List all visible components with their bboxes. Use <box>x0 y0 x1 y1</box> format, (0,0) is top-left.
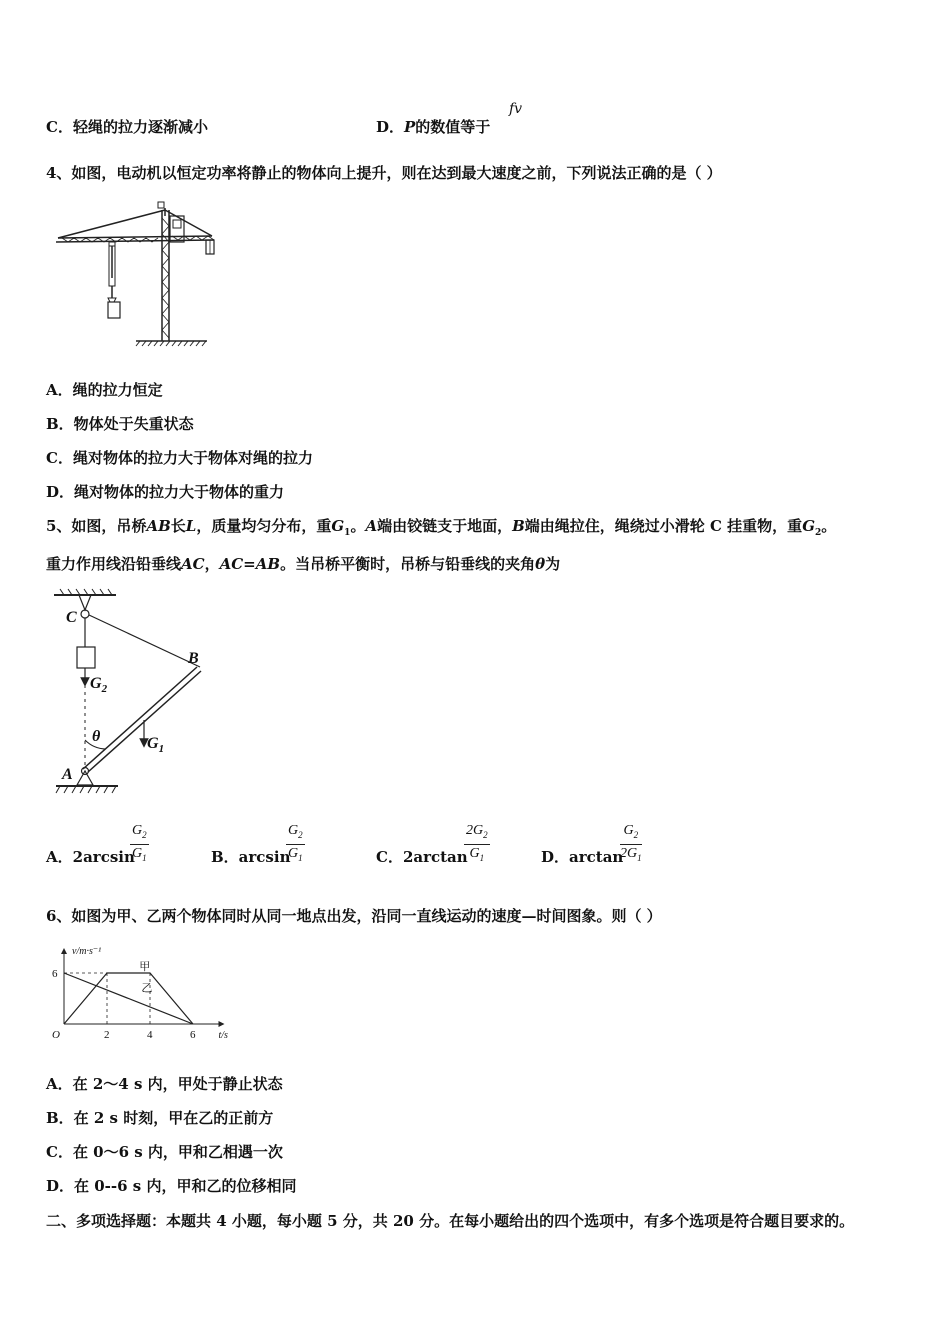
q5-t11: B <box>512 517 525 535</box>
q5-c-den: G <box>469 845 480 861</box>
series-label-yi: 乙 <box>141 982 153 995</box>
q5-b-num: G <box>288 823 299 838</box>
q3-option-d-expr: fv <box>509 101 523 117</box>
q5-t6: G <box>331 517 345 535</box>
q5-l2-t6: θ <box>535 555 546 573</box>
q5-d-den: 2G <box>620 845 638 861</box>
q3-option-d <box>376 116 490 137</box>
label-g2: $G_2$ <box>90 675 108 695</box>
q5-option-b: B．arcsin <box>211 848 291 866</box>
q5-stem-line2 <box>46 553 560 574</box>
q3-option-c: C．轻绳的拉力逐渐减小 <box>46 118 208 136</box>
q5-l2-t7: 为 <box>545 555 561 573</box>
q6-option-b: B．在 2 s 时刻，甲在乙的正前方 <box>46 1109 274 1127</box>
q5-stem-line1 <box>46 515 836 538</box>
vt-chart <box>46 936 246 1041</box>
q5-a-den-sub: 1 <box>142 852 147 863</box>
label-g1: $G_1$ <box>147 735 165 755</box>
q5-t3: 长 <box>170 517 186 535</box>
q5-t4: L <box>185 517 197 535</box>
q5-t13: G <box>802 517 815 535</box>
q3-option-d-text: 的数值等于 <box>415 118 491 136</box>
q5-t2: AB <box>146 517 171 535</box>
q5-t14: 2 <box>815 528 822 538</box>
q5-c-num-sub: 2 <box>483 829 488 840</box>
label-b: B <box>188 650 199 667</box>
q6-stem: 6、如图为甲、乙两个物体同时从同一地点出发，沿同一直线运动的速度—时间图象。则（ ） <box>46 907 662 925</box>
q5-t12: 端由绳拉住，绳绕过小滑轮 C 挂重物，重 <box>524 517 803 535</box>
q3-option-d-prefix: D． <box>376 118 405 136</box>
q5-option-d: D．arctan <box>541 848 624 866</box>
q6-option-a: A．在 2～4 s 内，甲处于静止状态 <box>46 1075 283 1093</box>
x-axis-label: t/s <box>218 1030 228 1041</box>
q5-d-num-sub: 2 <box>633 829 639 840</box>
label-a: A <box>62 766 73 783</box>
q5-l2-t1: 重力作用线沿铅垂线 <box>46 555 182 573</box>
origin-label: O <box>52 1029 60 1041</box>
q5-t1: 5、如图，吊桥 <box>46 517 147 535</box>
q5-t8: 。 <box>350 517 366 535</box>
q4-stem: 4、如图，电动机以恒定功率将静止的物体向上提升，则在达到最大速度之前，下列说法正确的是（ ） <box>46 164 722 182</box>
q5-option-d-frac <box>620 822 642 867</box>
q5-a-num-sub: 2 <box>142 829 147 840</box>
y-axis-arrow <box>61 948 67 954</box>
label-theta: θ <box>92 728 101 745</box>
q5-t15: 。 <box>821 517 837 535</box>
series-label-jia: 甲 <box>139 961 151 973</box>
q4-option-c: C．绳对物体的拉力大于物体对绳的拉力 <box>46 449 313 467</box>
q5-t5: ，质量均匀分布，重 <box>196 517 332 535</box>
q5-d-den-sub: 1 <box>637 852 642 863</box>
q5-option-c-frac <box>464 822 490 867</box>
q5-option-b-frac <box>286 822 305 867</box>
q5-option-c: C．2arctan <box>376 848 468 866</box>
q5-c-den-sub: 1 <box>479 852 485 863</box>
series-line-yi <box>64 973 193 1024</box>
q5-t7: 1 <box>344 528 351 538</box>
q3-option-d-var: P <box>404 118 416 136</box>
q5-b-den: G <box>288 845 299 861</box>
q5-option-a: A．2arcsin <box>46 848 135 866</box>
q5-b-den-sub: 1 <box>298 852 303 863</box>
q5-b-num-sub: 2 <box>298 829 303 840</box>
q4-option-d: D．绳对物体的拉力大于物体的重力 <box>46 483 285 501</box>
q5-a-den: G <box>132 845 143 861</box>
y-tick-label: 6 <box>52 968 58 980</box>
q5-c-num: 2G <box>466 823 484 838</box>
q5-t9: A <box>365 517 378 535</box>
x-tick-label: 2 <box>104 1029 110 1041</box>
crane-figure <box>52 198 222 348</box>
q4-option-a: A．绳的拉力恒定 <box>46 381 163 399</box>
q4-option-b: B．物体处于失重状态 <box>46 415 194 433</box>
q5-l2-t2: AC <box>181 555 205 573</box>
q5-l2-t5: 。当吊桥平衡时，吊桥与铅垂线的夹角 <box>280 555 536 573</box>
q6-option-d: D．在 0--6 s 内，甲和乙的位移相同 <box>46 1177 297 1195</box>
q5-l2-t3: ， <box>204 555 220 573</box>
x-tick-label: 6 <box>190 1029 196 1041</box>
y-axis-label: v/m·s⁻¹ <box>72 946 102 957</box>
q6-option-c: C．在 0～6 s 内，甲和乙相遇一次 <box>46 1143 283 1161</box>
drawbridge-figure <box>50 585 220 805</box>
section2-title: 二、多项选择题：本题共 4 小题，每小题 5 分，共 20 分。在每小题给出的四个选项中，有多个选项是符合题目要求的。 <box>46 1212 855 1230</box>
x-axis-arrow <box>219 1021 225 1027</box>
q5-l2-t4: AC=AB <box>219 555 281 573</box>
q5-a-num: G <box>132 823 143 838</box>
label-c: C <box>66 609 77 626</box>
q5-d-num: G <box>623 823 634 838</box>
x-tick-label: 4 <box>147 1029 153 1041</box>
q5-option-a-frac <box>130 822 149 867</box>
q5-t10: 端由铰链支于地面， <box>377 517 513 535</box>
